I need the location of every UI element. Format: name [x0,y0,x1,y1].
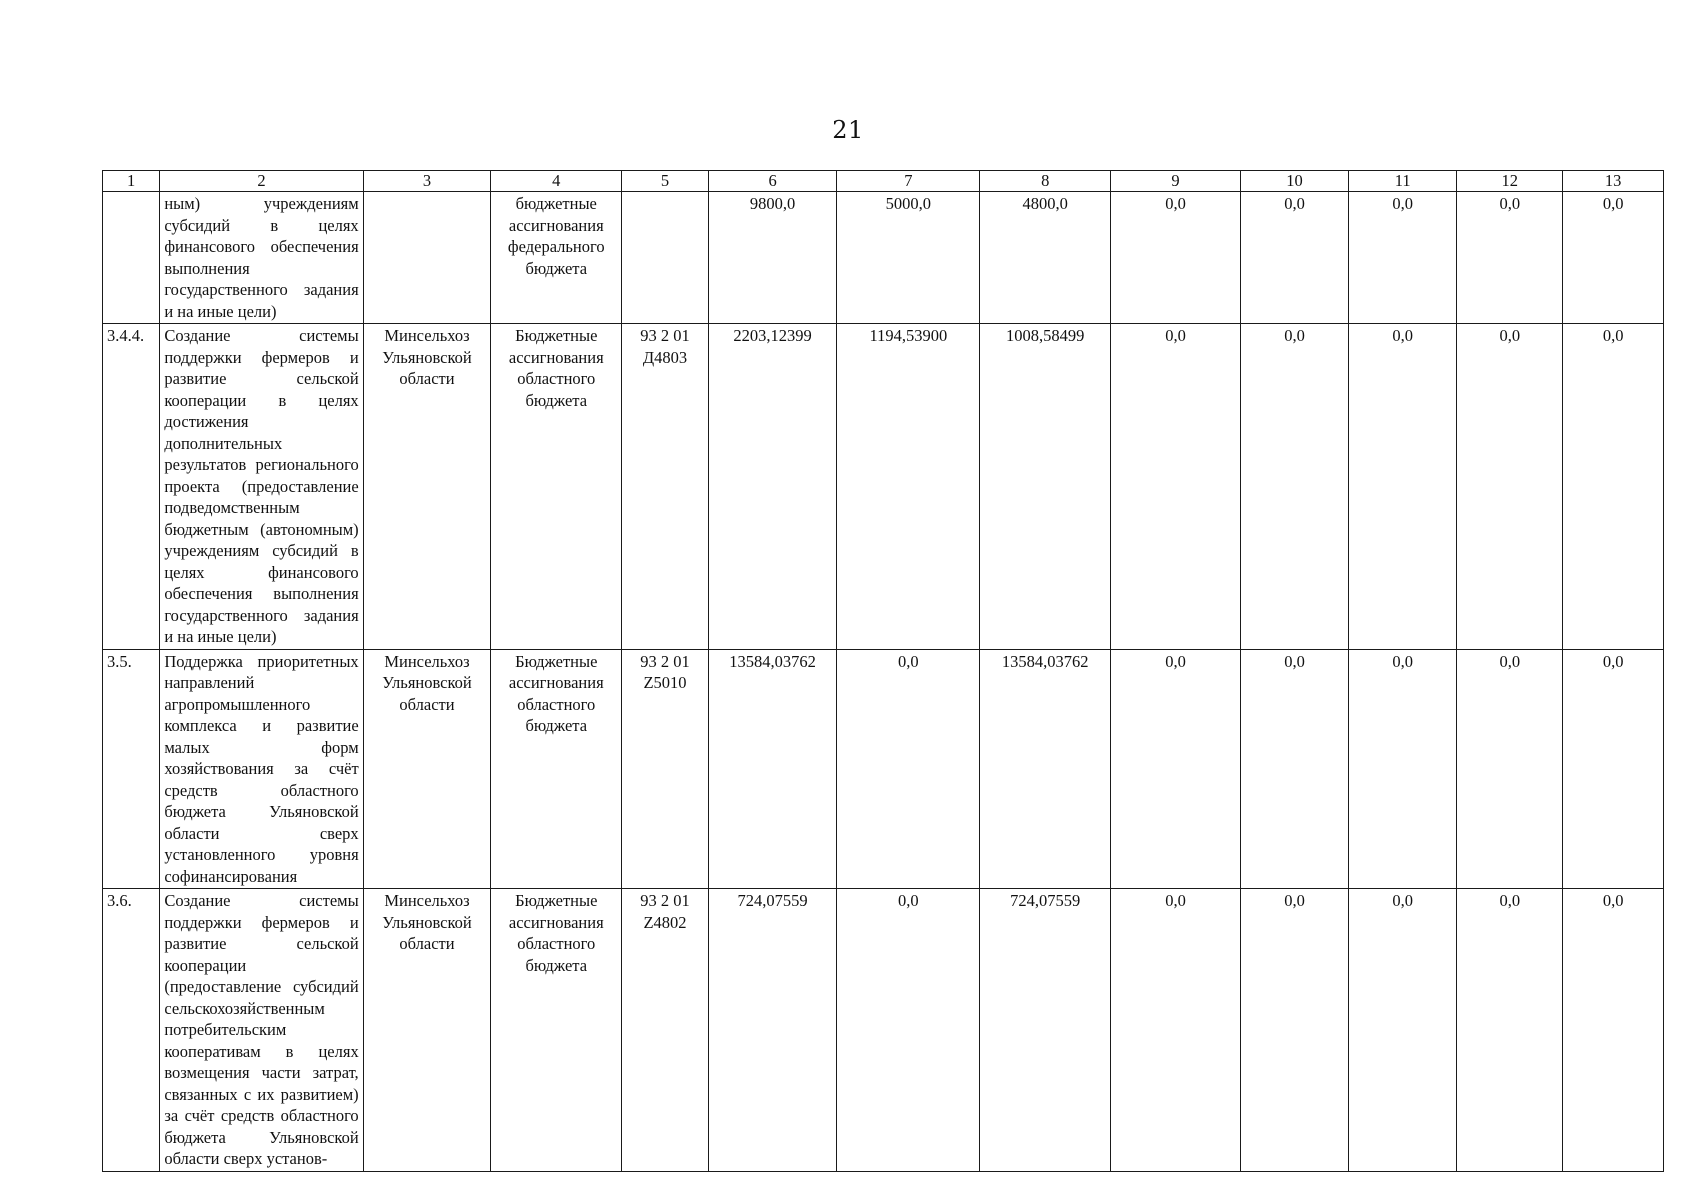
year-amount: 0,0 [1563,889,1664,1172]
item-number: 3.5. [103,649,160,889]
item-executor: Минсельхоз Ульяновской области [363,324,491,650]
column-header: 11 [1349,171,1457,192]
funding-source: Бюджетные ассигнования областного бюджета [491,324,622,650]
column-header: 9 [1111,171,1241,192]
year-amount: 0,0 [1349,649,1457,889]
item-number: 3.6. [103,889,160,1172]
year-amount: 0,0 [1349,889,1457,1172]
column-header: 4 [491,171,622,192]
total-amount: 13584,03762 [708,649,837,889]
year-amount: 0,0 [1457,324,1563,650]
page-number: 21 [832,116,864,144]
year-amount: 0,0 [1457,889,1563,1172]
year-amount: 1194,53900 [837,324,980,650]
budget-table [102,170,1664,1172]
year-amount: 0,0 [1349,324,1457,650]
column-number-row [103,171,1664,192]
item-executor [363,192,491,324]
year-amount: 0,0 [1240,649,1348,889]
funding-source: бюджетные ассигнования федерального бюджета [491,192,622,324]
year-amount: 724,07559 [980,889,1111,1172]
year-amount: 0,0 [1240,889,1348,1172]
total-amount: 9800,0 [708,192,837,324]
column-header: 8 [980,171,1111,192]
item-description: Создание системы поддержки фермеров и развитие сельской кооперации в целях достижения дополнительных результатов регионального проекта (предоставление подведомственным бюджетным (автономным) учреждениям субсидий в целях финансового обеспечения выполнения государственного задания и на иные цели) [160,324,363,650]
total-amount: 724,07559 [708,889,837,1172]
funding-source: Бюджетные ассигнования областного бюджета [491,649,622,889]
year-amount: 4800,0 [980,192,1111,324]
table-row [103,649,1664,889]
budget-code: 93 2 01 Д4803 [622,324,709,650]
budget-code: 93 2 01 Z4802 [622,889,709,1172]
year-amount: 0,0 [837,649,980,889]
year-amount: 0,0 [1349,192,1457,324]
item-executor: Минсельхоз Ульяновской области [363,889,491,1172]
column-header: 3 [363,171,491,192]
item-description: Создание системы поддержки фермеров и развитие сельской кооперации (предоставление субсидий сельскохозяйственным потребительским кооперативам в целях возмещения части затрат, связанных с их развитием) за счёт средств областного бюджета Ульяновской области сверх установ- [160,889,363,1172]
column-header: 13 [1563,171,1664,192]
total-amount: 2203,12399 [708,324,837,650]
year-amount: 0,0 [1563,649,1664,889]
table-row [103,192,1664,324]
funding-source: Бюджетные ассигнования областного бюджета [491,889,622,1172]
year-amount: 0,0 [1111,649,1241,889]
year-amount: 0,0 [1111,889,1241,1172]
year-amount: 13584,03762 [980,649,1111,889]
column-header: 2 [160,171,363,192]
budget-code: 93 2 01 Z5010 [622,649,709,889]
column-header: 1 [103,171,160,192]
table-row [103,324,1664,650]
year-amount: 0,0 [1457,192,1563,324]
item-number [103,192,160,324]
item-description: ным) учреждениям субсидий в целях финансового обеспечения выполнения государственного задания и на иные цели) [160,192,363,324]
year-amount: 0,0 [1240,324,1348,650]
year-amount: 0,0 [1111,324,1241,650]
column-header: 10 [1240,171,1348,192]
year-amount: 0,0 [1563,324,1664,650]
budget-code [622,192,709,324]
year-amount: 1008,58499 [980,324,1111,650]
column-header: 12 [1457,171,1563,192]
year-amount: 0,0 [837,889,980,1172]
item-executor: Минсельхоз Ульяновской области [363,649,491,889]
year-amount: 5000,0 [837,192,980,324]
year-amount: 0,0 [1240,192,1348,324]
table-row [103,889,1664,1172]
column-header: 7 [837,171,980,192]
item-number: 3.4.4. [103,324,160,650]
column-header: 6 [708,171,837,192]
year-amount: 0,0 [1457,649,1563,889]
item-description: Поддержка приоритетных направлений агропромышленного комплекса и развитие малых форм хозяйствования за счёт средств областного бюджета Ульяновской области сверх установленного уровня софинансирования [160,649,363,889]
year-amount: 0,0 [1563,192,1664,324]
column-header: 5 [622,171,709,192]
year-amount: 0,0 [1111,192,1241,324]
